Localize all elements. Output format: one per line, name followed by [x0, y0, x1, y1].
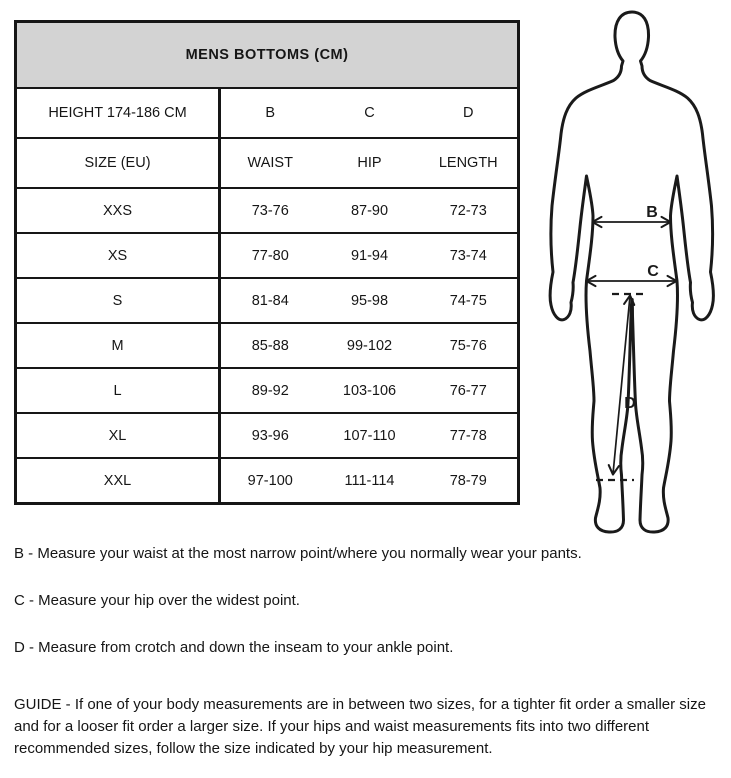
cell-size: M — [16, 323, 220, 368]
cell-hip: 107-110 — [320, 413, 420, 458]
col-header-waist: WAIST — [220, 138, 320, 188]
col-header-length: LENGTH — [420, 138, 519, 188]
cell-waist: 89-92 — [220, 368, 320, 413]
cell-size: S — [16, 278, 220, 323]
cell-waist: 77-80 — [220, 233, 320, 278]
measurement-notes — [14, 543, 722, 760]
note-hip: C - Measure your hip over the widest point. — [14, 592, 300, 609]
table-row-s — [16, 278, 519, 323]
col-header-c: C — [320, 88, 420, 138]
body-outline — [550, 12, 713, 532]
table-title-row — [16, 22, 519, 89]
cell-hip: 87-90 — [320, 188, 420, 233]
cell-size: L — [16, 368, 220, 413]
cell-size: XXL — [16, 458, 220, 504]
cell-hip: 99-102 — [320, 323, 420, 368]
note-waist: B - Measure your waist at the most narrow point/where you normally wear your pants. — [14, 545, 582, 562]
cell-length: 78-79 — [420, 458, 519, 504]
cell-hip: 103-106 — [320, 368, 420, 413]
cell-waist: 73-76 — [220, 188, 320, 233]
col-header-d: D — [420, 88, 519, 138]
cell-waist: 81-84 — [220, 278, 320, 323]
table-row-xs — [16, 233, 519, 278]
cell-waist: 93-96 — [220, 413, 320, 458]
cell-size: XL — [16, 413, 220, 458]
body-measurement-diagram — [540, 5, 730, 535]
col-header-hip: HIP — [320, 138, 420, 188]
table-row-xxl — [16, 458, 519, 504]
size-chart — [14, 20, 520, 505]
cell-length: 74-75 — [420, 278, 519, 323]
height-range-label: HEIGHT 174-186 CM — [16, 88, 220, 138]
table-row-xl — [16, 413, 519, 458]
cell-hip: 91-94 — [320, 233, 420, 278]
table-row-l — [16, 368, 519, 413]
cell-length: 77-78 — [420, 413, 519, 458]
cell-length: 76-77 — [420, 368, 519, 413]
header-row-letters — [16, 88, 519, 138]
note-guide: GUIDE - If one of your body measurements are in between two sizes, for a tighter fit order a smaller size and for a looser fit order a larger size. If your hips and waist measurements fits into two different recommended sizes, follow the size indicated by your hip measurement. — [14, 696, 706, 757]
table-title: MENS BOTTOMS (CM) — [16, 22, 519, 89]
cell-waist: 85-88 — [220, 323, 320, 368]
table-row-m — [16, 323, 519, 368]
cell-size: XXS — [16, 188, 220, 233]
size-chart-table — [14, 20, 520, 505]
cell-hip: 95-98 — [320, 278, 420, 323]
header-row-names — [16, 138, 519, 188]
cell-length: 73-74 — [420, 233, 519, 278]
cell-hip: 111-114 — [320, 458, 420, 504]
cell-size: XS — [16, 233, 220, 278]
cell-length: 72-73 — [420, 188, 519, 233]
cell-length: 75-76 — [420, 323, 519, 368]
inseam-label-d: D — [624, 395, 636, 412]
hip-label-c: C — [647, 263, 659, 280]
table-row-xxs — [16, 188, 519, 233]
size-eu-label: SIZE (EU) — [16, 138, 220, 188]
cell-waist: 97-100 — [220, 458, 320, 504]
waist-label-b: B — [646, 204, 658, 221]
col-header-b: B — [220, 88, 320, 138]
note-inseam: D - Measure from crotch and down the inseam to your ankle point. — [14, 639, 454, 656]
